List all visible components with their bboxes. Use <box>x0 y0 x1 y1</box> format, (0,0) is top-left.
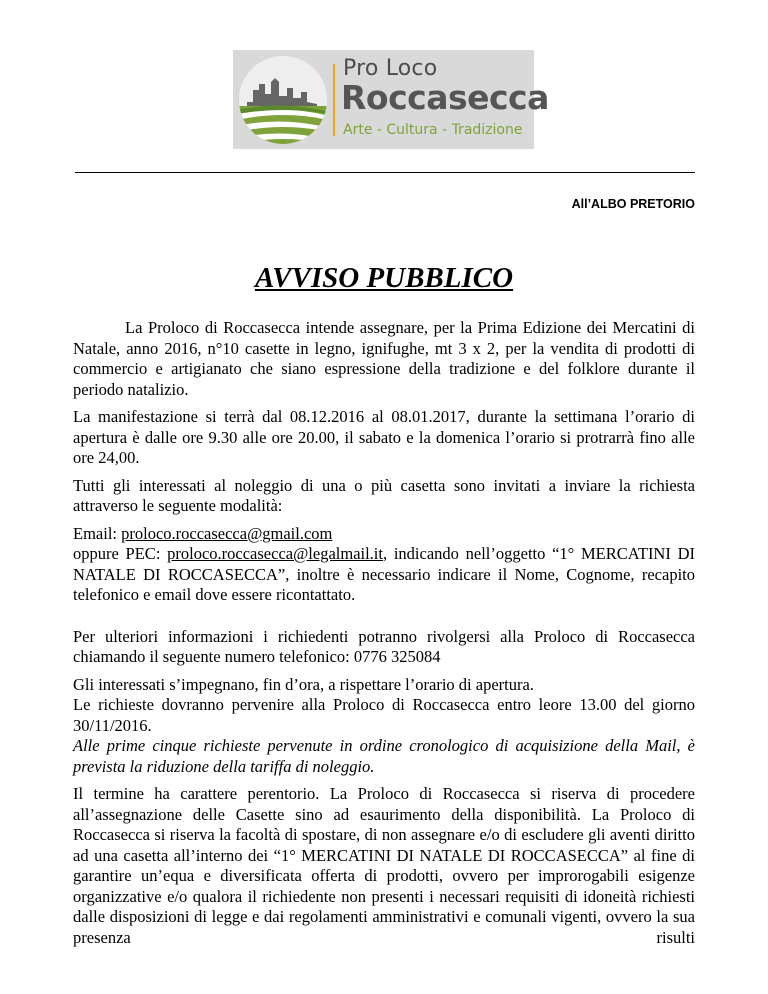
roccasecca-emblem-icon <box>237 54 329 146</box>
pec-label: oppure PEC: <box>73 544 168 563</box>
page-title: AVVISO PUBBLICO <box>254 262 514 294</box>
paragraph-intro: La Proloco di Roccasecca intende assegnare, per la Prima Edizione dei Mercatini di Natale, anno 2016, n°10 casette in legno, ignifughe, mt 3 x 2, per la vendita di prodotti di commercio e artigianato che siano espressione della tradizione e del folklore durante il periodo natalizio. <box>73 318 695 399</box>
paragraph-deadline: Le richieste dovranno pervenire alla Proloco di Roccasecca entro leore 13.00 del giorno 30/11/2016. <box>73 695 695 735</box>
logo-text-pro-loco: Pro Loco <box>343 56 438 81</box>
paragraph-commitment: Gli interessati s’impegnano, fin d’ora, a rispettare l’orario di apertura. <box>73 674 534 694</box>
pec-link[interactable]: proloco.roccasecca@legalmail.it <box>167 544 383 563</box>
discount-text: Alle prime cinque richieste pervenute in ordine cronologico di acquisizione della Mail, è prevista la riduzione della tariffa di noleggio. <box>73 736 695 776</box>
paragraph-pec <box>73 544 695 606</box>
paragraph-email <box>73 524 695 545</box>
recipient-label: All’ALBO PRETORIO <box>571 197 695 211</box>
paragraph-discount <box>73 736 695 777</box>
notice-body <box>73 318 695 955</box>
paragraph-terms: Il termine ha carattere perentorio. La Proloco di Roccasecca si riserva di procedere all’assegnazione delle Casette sino ad esaurimento della disponibilità. La Proloco di Roccasecca si riserva la facoltà di spostare, di non assegnare e/o di escludere gli aventi diritto ad una casetta all’interno dei “1° MERCATINI DI NATALE DI ROCCASECCA” al fine di garantire un’equa e diversificata offerta di prodotti, ovvero per improrogabili esigenze organizzative e/o qualora il richiedente non presenti i necessari requisiti di idoneità richiesti dalle disposizioni di legge e dai regolamenti amministrativi e comunali vigenti, ovvero la sua presenza risulti <box>73 784 695 947</box>
paragraph-contact: Per ulteriori informazioni i richiedenti potranno rivolgersi alla Proloco di Roccasecca chiamando il seguente numero telefonico: 0776 325084 <box>73 626 695 666</box>
logo-tagline: Arte - Cultura - Tradizione <box>343 122 523 138</box>
header-rule <box>75 172 695 173</box>
logo-text-roccasecca: Roccasecca <box>341 78 549 117</box>
email-label: Email: <box>73 523 122 543</box>
paragraph-schedule: La manifestazione si terrà dal 08.12.2016 al 08.01.2017, durante la settimana l’orario di apertura è dalle ore 9.30 alle ore 20.00, il sabato e la domenica l’orario si protrarrà fino alle ore 24,00. <box>73 407 695 467</box>
email-link[interactable]: proloco.roccasecca@gmail.com <box>121 523 333 543</box>
pec-details: , indicando nell’oggetto “1° MERCATINI DI NATALE DI ROCCASECCA”, inoltre è necessario indicare il Nome, Cognome, recapito telefonico e email dove essere ricontattato. <box>73 544 695 604</box>
logo-divider <box>333 64 335 136</box>
pro-loco-logo <box>233 50 549 149</box>
paragraph-instructions: Tutti gli interessati al noleggio di una o più casetta sono invitati a inviare la richiesta attraverso le seguente modalità: <box>73 475 695 515</box>
